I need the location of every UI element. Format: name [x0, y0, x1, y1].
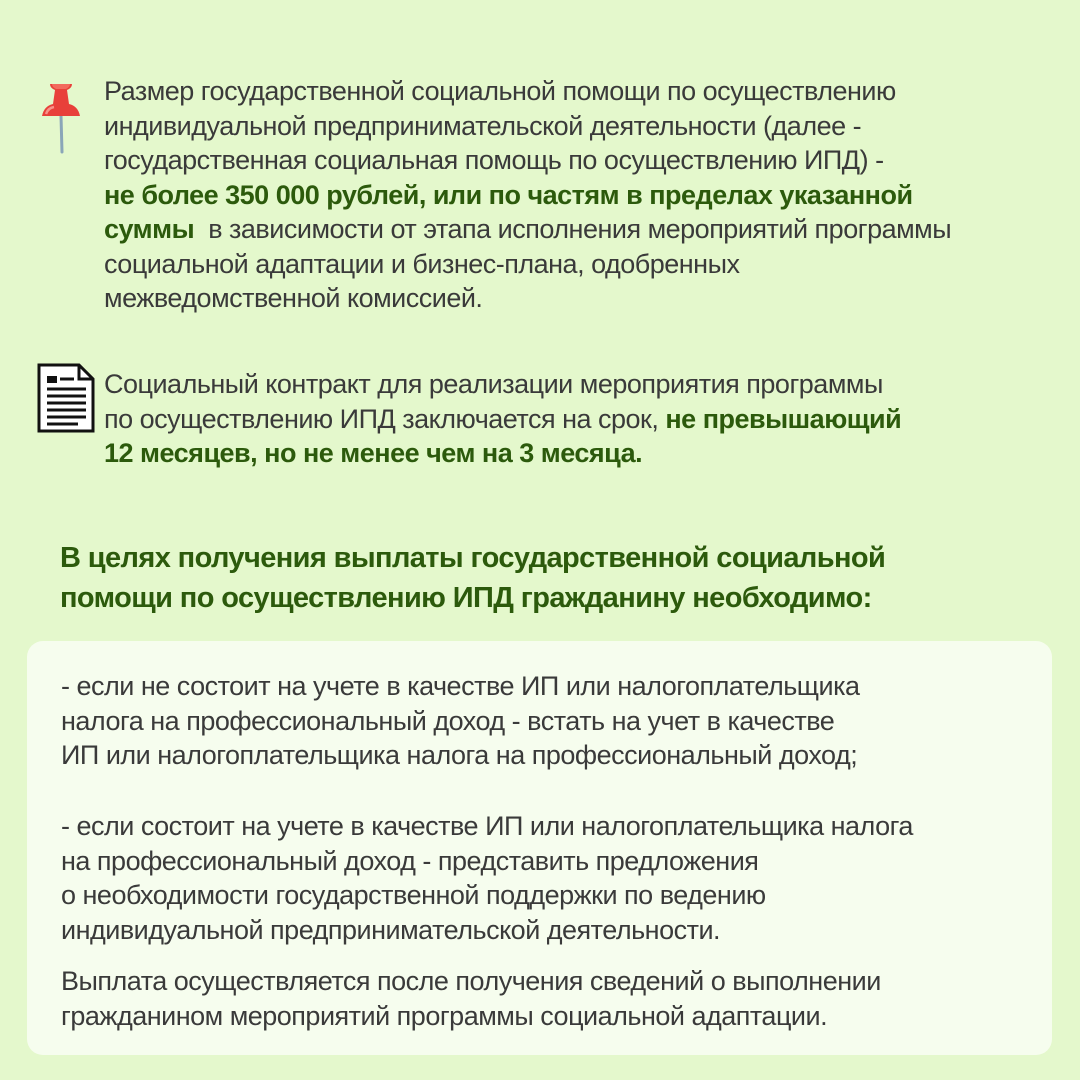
- amount-highlight: не более 350 000 рублей, или по частям в пределах указанной: [104, 179, 913, 210]
- payment-note: [61, 964, 1021, 1033]
- text-fragment: в зависимости от этапа исполнения мероприятий программы: [194, 214, 952, 244]
- contract-term-paragraph: [104, 367, 1024, 471]
- text-line: социальной адаптации и бизнес-плана, одобренных: [104, 248, 740, 279]
- term-highlight-tail: 12 месяцев, но не менее чем на 3 месяца.: [104, 438, 643, 468]
- text-line: индивидуальной предпринимательской деятельности.: [61, 914, 721, 945]
- text-line: - если не состоит на учете в качестве ИП или налогоплательщика: [61, 671, 860, 701]
- requirement-registered: [61, 809, 1021, 947]
- requirement-not-registered: [61, 669, 1021, 773]
- pushpin-icon: [38, 80, 84, 154]
- text-line: гражданином мероприятий программы социальной адаптации.: [61, 1000, 828, 1031]
- term-highlight: не превышающий: [665, 403, 902, 434]
- text-line: на профессиональный доход - представить предложения: [61, 845, 759, 876]
- text-line: ИП или налогоплательщика налога на профессиональный доход;: [61, 740, 858, 770]
- requirements-card: [27, 641, 1052, 1055]
- text-line: Социальный контракт для реализации мероприятия программы: [104, 369, 883, 399]
- text-line: налога на профессиональный доход - встать на учет в качестве: [61, 705, 835, 736]
- text-line: межведомственной комиссией.: [104, 283, 483, 313]
- text-line: - если состоит на учете в качестве ИП или налогоплательщика налога: [61, 811, 913, 841]
- text-line: о необходимости государственной поддержки по ведению: [61, 880, 766, 910]
- requirements-heading: [60, 538, 1020, 618]
- text-line: Размер государственной социальной помощи по осуществлению: [104, 76, 896, 106]
- amount-highlight-tail: суммы: [104, 214, 195, 244]
- text-line: государственная социальная помощь по осуществлению ИПД) -: [104, 145, 884, 175]
- document-icon: [36, 362, 96, 434]
- text-fragment: по осуществлению ИПД заключается на срок,: [104, 403, 666, 434]
- heading-line: помощи по осуществлению ИПД гражданину необходимо:: [60, 582, 872, 614]
- heading-line: В целях получения выплаты государственной социальной: [60, 542, 886, 574]
- text-line: Выплата осуществляется после получения сведений о выполнении: [61, 966, 881, 996]
- text-line: индивидуальной предпринимательской деятельности (далее -: [104, 110, 862, 141]
- aid-amount-paragraph: [104, 74, 1044, 316]
